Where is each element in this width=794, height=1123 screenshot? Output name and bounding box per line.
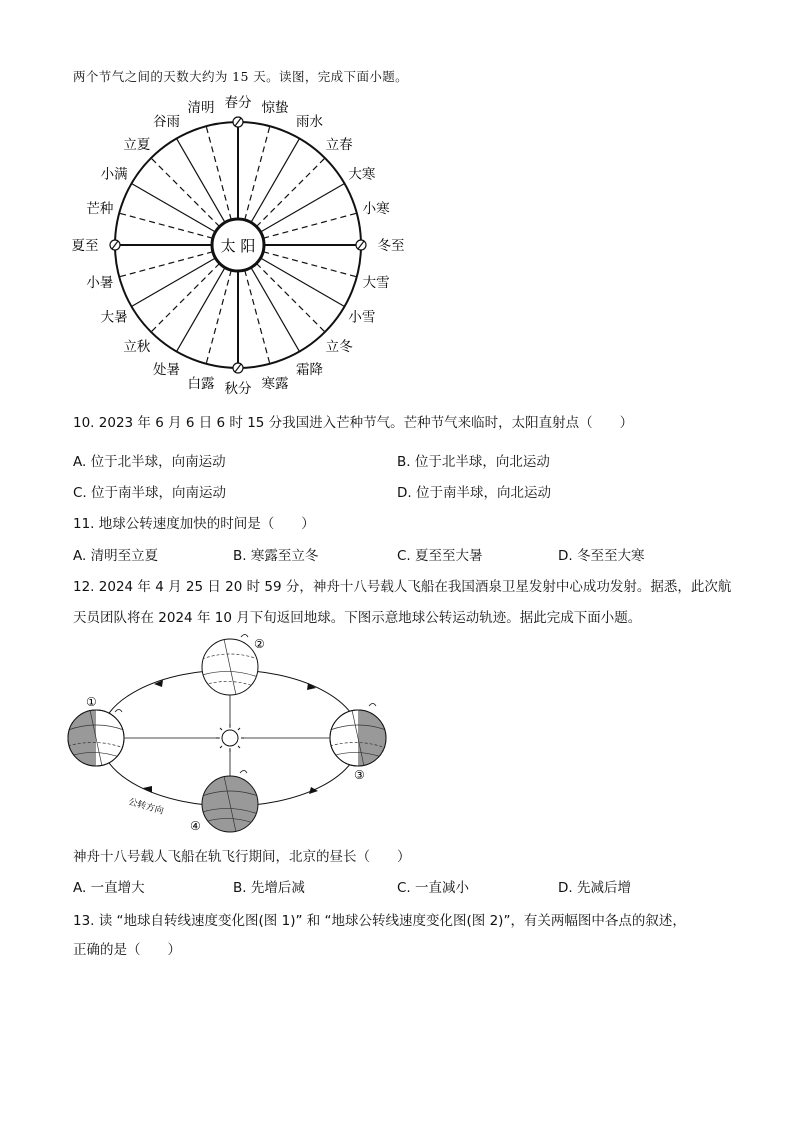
term-label: 立夏	[123, 136, 151, 153]
label-4: ④	[190, 819, 201, 833]
term-label: 雨水	[296, 114, 323, 131]
spoke-line	[245, 126, 270, 220]
spoke-line	[151, 158, 220, 227]
term-label: 小寒	[362, 200, 390, 217]
term-label: 谷雨	[153, 114, 180, 131]
term-label: 小雪	[348, 309, 376, 326]
term-label: 冬至	[377, 238, 405, 254]
term-label: 春分	[224, 95, 252, 111]
term-label: 立冬	[325, 339, 353, 356]
solar-terms-diagram	[57, 95, 417, 395]
spoke-line	[263, 252, 357, 277]
q10-option-a[interactable]: A. 位于北半球，向南运动	[73, 454, 226, 470]
term-label: 小暑	[86, 275, 114, 292]
earth-position-3	[330, 704, 388, 769]
label-2: ②	[254, 637, 265, 651]
q12-subquestion: 神舟十八号载人飞船在轨飞行期间，北京的昼长（ ）	[73, 849, 411, 865]
q11-option-d[interactable]: D. 冬至至大寒	[558, 548, 645, 564]
label-1: ①	[86, 695, 97, 709]
q11-option-c[interactable]: C. 夏至至大暑	[397, 548, 483, 564]
term-label: 处暑	[153, 361, 180, 378]
q12-option-b[interactable]: B. 先增后减	[233, 880, 305, 896]
q10-option-c[interactable]: C. 位于南半球，向南运动	[73, 485, 227, 501]
q11-option-a[interactable]: A. 清明至立夏	[73, 548, 159, 564]
term-label: 立春	[325, 136, 353, 153]
q13-stem-line1: 13. 读 “地球自转线速度变化图(图 1)” 和 “地球公转线速度变化图(图 2)”，有关两幅图中各点的叙述，	[73, 913, 686, 929]
term-label: 清明	[187, 99, 215, 116]
term-label: 小满	[100, 166, 128, 183]
sun-icon	[216, 724, 244, 752]
q12-option-d[interactable]: D. 先减后增	[558, 880, 631, 896]
q10-option-b[interactable]: B. 位于北半球，向北运动	[397, 454, 550, 470]
spoke-line	[177, 268, 226, 352]
spoke-line	[245, 270, 270, 364]
term-label: 白露	[187, 376, 215, 393]
term-label: 秋分	[224, 381, 252, 395]
spoke-line	[131, 258, 215, 307]
spoke-line	[251, 138, 300, 222]
q12-option-c[interactable]: C. 一直减小	[397, 880, 470, 896]
q10-stem: 10. 2023 年 6 月 6 日 6 时 15 分我国进入芒种节气。芒种节气来临时，太阳直射点（ ）	[73, 415, 634, 431]
term-label: 芒种	[86, 200, 114, 217]
spoke-line	[256, 263, 325, 332]
spoke-line	[206, 270, 231, 364]
term-label: 大寒	[348, 166, 376, 183]
spoke-line	[177, 138, 226, 222]
earth-position-2	[202, 635, 258, 696]
term-label: 大暑	[100, 309, 128, 326]
q11-stem: 11. 地球公转速度加快的时间是（ ）	[73, 516, 315, 532]
spoke-line	[131, 184, 215, 233]
q12-stem-line2: 天员团队将在 2024 年 10 月下旬返回地球。下图示意地球公转运动轨迹。据此完成下面小题。	[73, 610, 642, 626]
q13-stem-line2: 正确的是（ ）	[73, 942, 181, 958]
term-label: 立秋	[123, 339, 151, 356]
spoke-line	[119, 252, 213, 277]
q10-option-d[interactable]: D. 位于南半球，向北运动	[397, 485, 551, 501]
sun-label: 太 阳	[220, 237, 256, 255]
q12-stem-line1: 12. 2024 年 4 月 25 日 20 时 59 分，神舟十八号载人飞船在我国酒泉卫星发射中心成功发射。据悉，此次航	[73, 579, 732, 595]
orbit-diagram	[66, 634, 396, 834]
term-label: 夏至	[71, 238, 99, 254]
q12-option-a[interactable]: A. 一直增大	[73, 880, 145, 896]
q11-option-b[interactable]: B. 寒露至立冬	[233, 548, 319, 564]
spoke-line	[206, 126, 231, 220]
spoke-line	[261, 258, 345, 307]
spoke-line	[151, 263, 220, 332]
earth-position-4	[202, 771, 258, 833]
spoke-line	[261, 184, 345, 233]
label-3: ③	[354, 768, 365, 782]
spoke-line	[119, 213, 213, 238]
term-label: 霜降	[296, 361, 323, 378]
earth-position-1	[66, 708, 124, 768]
term-label: 大雪	[362, 275, 390, 292]
term-label: 寒露	[261, 376, 289, 393]
direction-label: 公转方向	[127, 797, 165, 817]
term-label: 惊蛰	[261, 99, 289, 116]
spoke-line	[251, 268, 300, 352]
intro-text: 两个节气之间的天数大约为 15 天。读图，完成下面小题。	[73, 69, 409, 84]
spoke-line	[256, 158, 325, 227]
spoke-line	[263, 213, 357, 238]
